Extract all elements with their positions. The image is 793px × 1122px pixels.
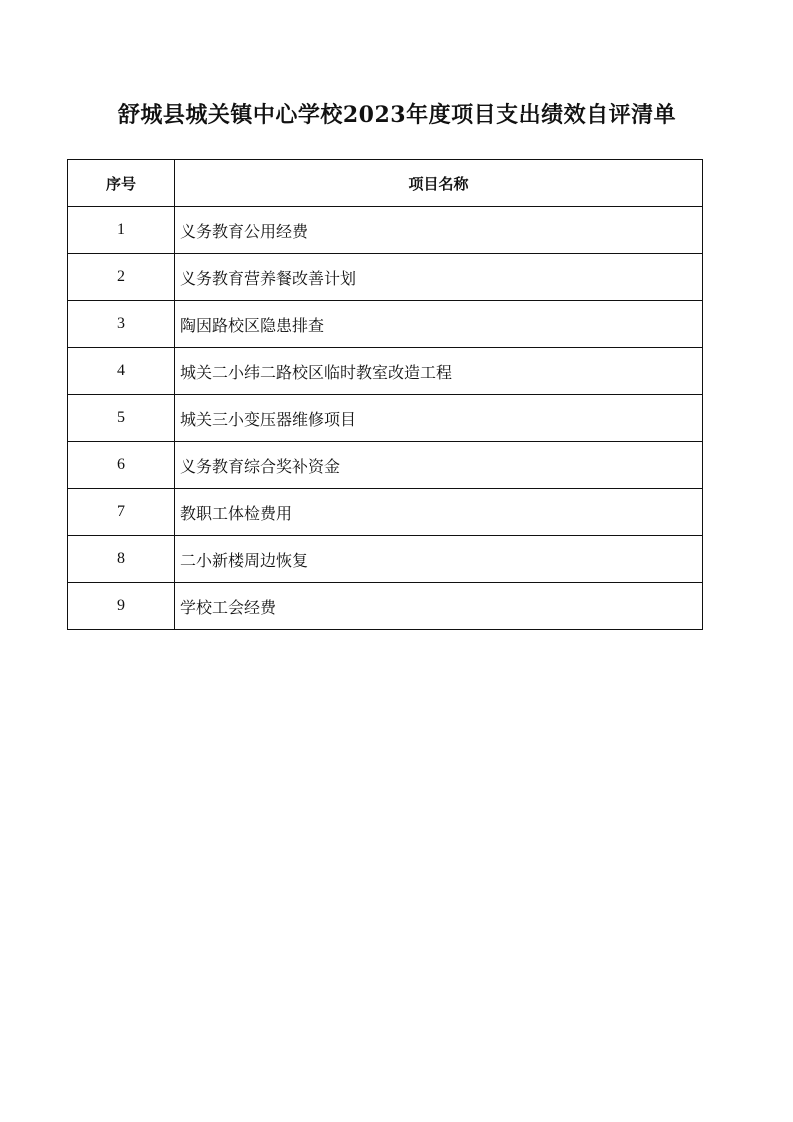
table-row [68, 207, 703, 254]
project-name-cell: 城关三小变压器维修项目 [175, 395, 703, 442]
project-list-table-container [67, 159, 702, 630]
project-name-cell: 义务教育综合奖补资金 [175, 442, 703, 489]
row-number-cell: 4 [68, 348, 175, 395]
row-number-cell: 6 [68, 442, 175, 489]
project-name-cell: 城关二小纬二路校区临时教室改造工程 [175, 348, 703, 395]
project-name-cell: 陶因路校区隐患排查 [175, 301, 703, 348]
table-row [68, 395, 703, 442]
project-name-cell: 二小新楼周边恢复 [175, 536, 703, 583]
table-row [68, 442, 703, 489]
table-row [68, 254, 703, 301]
row-number-cell: 8 [68, 536, 175, 583]
row-number-cell: 5 [68, 395, 175, 442]
row-number-cell: 9 [68, 583, 175, 630]
table-row [68, 301, 703, 348]
row-number-cell: 1 [68, 207, 175, 254]
column-header-project-name: 项目名称 [175, 160, 703, 207]
project-name-cell: 义务教育营养餐改善计划 [175, 254, 703, 301]
page-title: 舒城县城关镇中心学校2023年度项目支出绩效自评清单 [117, 102, 677, 128]
project-list-table [67, 159, 703, 630]
table-row [68, 348, 703, 395]
project-name-cell: 义务教育公用经费 [175, 207, 703, 254]
header-row [68, 160, 703, 207]
table-row [68, 489, 703, 536]
project-name-cell: 教职工体检费用 [175, 489, 703, 536]
row-number-cell: 2 [68, 254, 175, 301]
row-number-cell: 3 [68, 301, 175, 348]
table-row [68, 536, 703, 583]
table-header [68, 160, 703, 207]
table-body [68, 207, 703, 630]
row-number-cell: 7 [68, 489, 175, 536]
project-name-cell: 学校工会经费 [175, 583, 703, 630]
column-header-number: 序号 [68, 160, 175, 207]
table-row [68, 583, 703, 630]
